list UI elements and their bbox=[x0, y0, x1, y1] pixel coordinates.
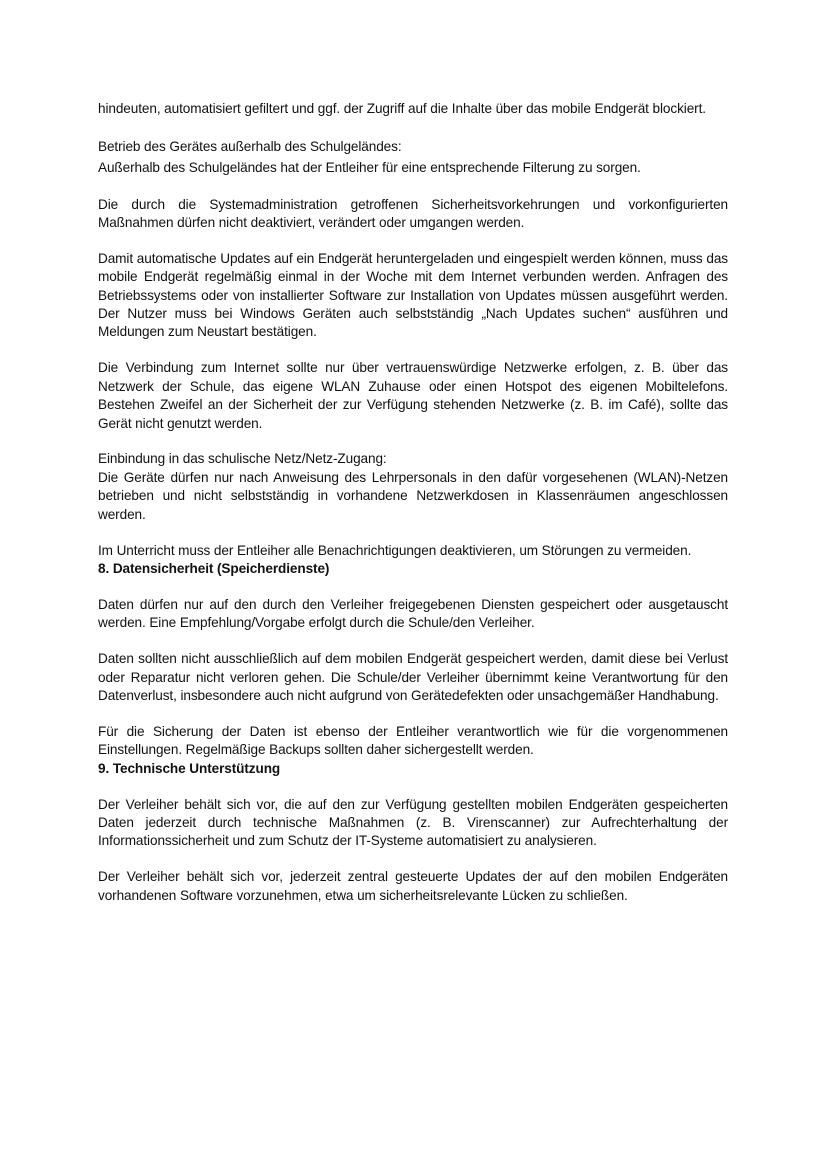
section-8-paragraph-1: Daten dürfen nur auf den durch den Verleiher freigegebenen Diensten gespeichert oder ausgetauscht werden. Eine Empfehlung/Vorgabe erfolgt durch die Schule/den Verleiher. bbox=[98, 596, 728, 631]
off-campus-body: Außerhalb des Schulgeländes hat der Entleiher für eine entsprechende Filterung zu sorgen. bbox=[98, 159, 641, 175]
section-9-paragraph-2: Der Verleiher behält sich vor, jederzeit zentral gesteuerte Updates der auf den mobilen Endgeräten vorhandenen Software vorzunehmen, etwa um sicherheitsrelevante Lücken zu schließen. bbox=[98, 869, 728, 903]
off-campus-title: Betrieb des Gerätes außerhalb des Schulgeländes: bbox=[98, 139, 402, 154]
section-9-paragraph-1: Der Verleiher behält sich vor, die auf den zur Verfügung gestellten mobilen Endgeräten gespeicherten Daten jederzeit durch technische Maßnahmen (z. B. Virenscanner) zur Aufrechterhaltung der Informationssicherheit und zum Schutz der IT-Systeme automatisiert zu analysieren. bbox=[98, 796, 728, 849]
paragraph-updates: Damit automatische Updates auf ein Endgerät heruntergeladen und eingespielt werden können, muss das mobile Endgerät regelmäßig einmal in der Woche mit dem Internet verbunden werden. Anfragen des Betriebssystems oder von installierter Software zur Installation von Updates müssen ausgeführt werden. Der Nutzer muss bei Windows Geräten auch selbstständig „Nach Updates suchen“ ausführen und Meldungen zum Neustart bestätigen. bbox=[98, 250, 728, 340]
paragraph-internet-connection: Die Verbindung zum Internet sollte nur über vertrauenswürdige Netzwerke erfolgen, z. B. über das Netzwerk der Schule, das eigene WLAN Zuhause oder einen Hotspot des eigenen Mobiltelefons. Bestehen Zweifel an der Sicherheit der zur Verfügung stehenden Netzwerke (z. B. im Café), sollte das Gerät nicht genutzt werden. bbox=[98, 360, 728, 431]
paragraph-off-campus bbox=[98, 137, 728, 178]
document-page bbox=[98, 97, 728, 905]
school-network-body: Die Geräte dürfen nur nach Anweisung des Lehrpersonals in den dafür vorgesehenen (WLAN)-Netzen betrieben und nicht selbstständig in vorhandene Netzwerkdosen in Klassenräumen angeschlossen werden. bbox=[98, 469, 728, 522]
paragraph-security-measures: Die durch die Systemadministration getroffenen Sicherheitsvorkehrungen und vorkonfigurierten Maßnahmen dürfen nicht deaktiviert, verändert oder umgangen werden. bbox=[98, 196, 728, 230]
section-8-paragraph-2: Daten sollten nicht ausschließlich auf dem mobilen Endgerät gespeichert werden, damit diese bei Verlust oder Reparatur nicht verloren gehen. Die Schule/der Verleiher übernimmt keine Verantwortung für den Datenverlust, insbesondere auch nicht aufgrund von Gerätedefekten oder unsachgemäßer Handhabung. bbox=[98, 651, 728, 704]
paragraph-filter-block: hindeuten, automatisiert gefiltert und ggf. der Zugriff auf die Inhalte über das mobile Endgerät blockiert. bbox=[98, 101, 706, 116]
section-8-heading: 8. Datensicherheit (Speicherdienste) bbox=[98, 561, 330, 576]
school-network-title: Einbindung in das schulische Netz/Netz-Zugang: bbox=[98, 451, 387, 467]
section-8-paragraph-3: Für die Sicherung der Daten ist ebenso der Entleiher verantwortlich wie für die vorgenommenen Einstellungen. Regelmäßige Backups sollten daher sichergestellt werden. bbox=[98, 723, 728, 758]
paragraph-notifications: Im Unterricht muss der Entleiher alle Benachrichtigungen deaktivieren, um Störungen zu vermeiden. bbox=[98, 542, 692, 558]
paragraph-school-network bbox=[98, 450, 728, 524]
section-9-heading: 9. Technische Unterstützung bbox=[98, 760, 281, 776]
